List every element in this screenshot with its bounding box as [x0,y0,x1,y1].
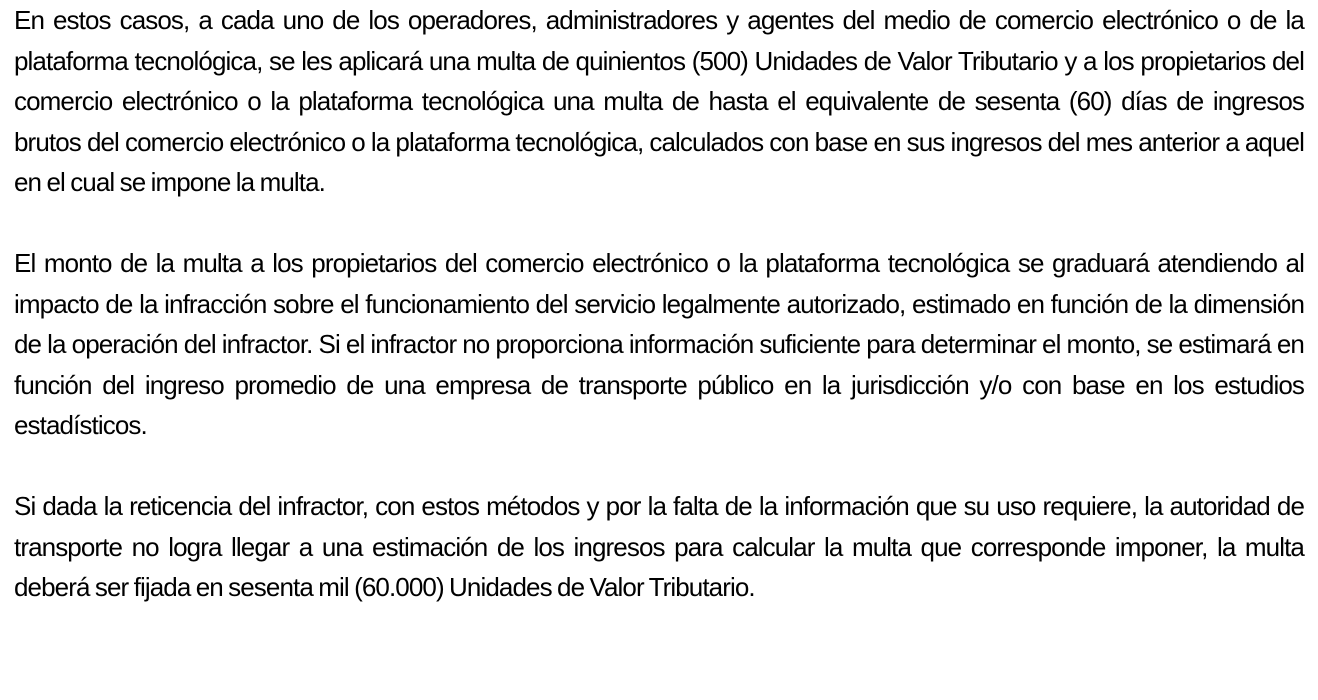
document-body [14,0,1304,608]
paragraph-fixed-fine: Si dada la reticencia del infractor, con estos métodos y por la falta de la información que su uso requiere, la autoridad de transporte no logra llegar a una estimación de los ingresos para calcular la multa que corresponde imponer, la multa deberá ser fijada en sesenta mil (60.000) Unidades de Valor Tributario. [14,491,1304,602]
paragraph-fine-amount-graduation: El monto de la multa a los propietarios del comercio electrónico o la plataforma tecnológica se graduará atendiendo al impacto de la infracción sobre el funcionamiento del servicio legalmente autorizado, estimado en función de la dimensión de la operación del infractor. Si el infractor no proporciona información suficiente para determinar el monto, se estimará en función del ingreso promedio de una empresa de transporte público en la jurisdicción y/o con base en los estudios estadísticos. [14,248,1304,440]
paragraph-fines-operators: En estos casos, a cada uno de los operadores, administradores y agentes del medio de comercio electrónico o de la plataforma tecnológica, se les aplicará una multa de quinientos (500) Unidades de Valor Tributario y a los propietarios del comercio electrónico o la plataforma tecnológica una multa de hasta el equivalente de sesenta (60) días de ingresos brutos del comercio electrónico o la plataforma tecnológica, calculados con base en sus ingresos del mes anterior a aquel en el cual se impone la multa. [14,5,1304,197]
